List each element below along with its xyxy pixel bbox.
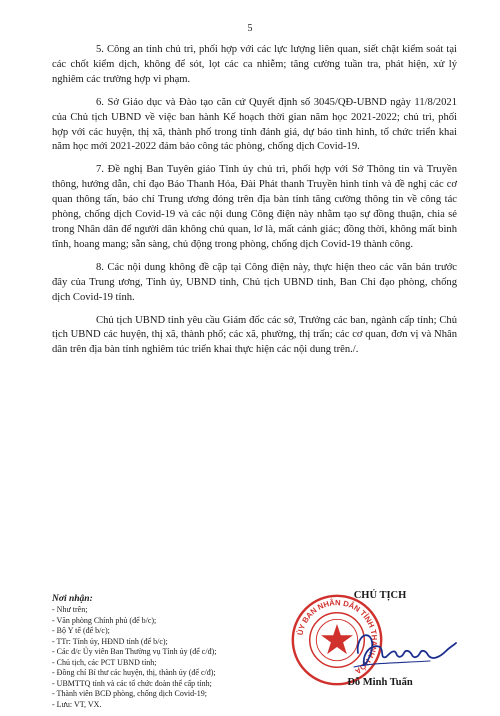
recipient-item: - Bộ Y tế (để b/c); [52, 626, 110, 635]
recipient-item: - Văn phòng Chính phủ (để b/c); [52, 615, 157, 625]
handwritten-signature [350, 623, 460, 675]
signature-block [290, 585, 470, 695]
paragraph-6: 6. Sở Giáo dục và Đào tạo căn cứ Quyết định số 3045/QĐ-UBND ngày 11/8/2021 của Chủ tịch UBND về việc ban hành Kế hoạch thời gian năm học 2021-2022; chủ trì, phối hợp với các huyện, thị xã, thành phố trong tỉnh đánh giá, dự báo tình hình, tổ chức triển khai năm học mới 2021-2022 đảm bảo công tác phòng, chống dịch Covid-19. [52, 96, 457, 153]
signer-title: CHỦ TỊCH [353, 590, 407, 601]
signer-name: Đỗ Minh Tuấn [347, 677, 413, 688]
recipients-block [52, 593, 282, 710]
paragraph-8: 8. Các nội dung không đề cập tại Công điện này, thực hiện theo các văn bản trước đây của Trung ương, Tỉnh ủy, UBND tỉnh, Chủ tịch UBND tỉnh, Ban Chỉ đạo phòng, chống dịch Covid-19 tỉnh. [52, 261, 457, 303]
recipient-item: - Đồng chí Bí thư các huyện, thị, thành ủy (để c/đ); [52, 668, 216, 677]
paragraph-5: 5. Công an tỉnh chủ trì, phối hợp với các lực lượng liên quan, siết chặt kiểm soát tại các chốt kiểm dịch, không để sót, lọt các ca nhiễm; tăng cường tuần tra, phát hiện, xử lý nghiêm các trường hợp vi phạm. [52, 44, 457, 85]
svg-text:ỦY BAN NHÂN DÂN TỈNH THANH HÓA: ỦY BAN NHÂN DÂN TỈNH THANH HÓA [295, 598, 379, 676]
recipient-item: - Các đ/c Ủy viên Ban Thường vụ Tỉnh ủy (để c/đ); [52, 647, 217, 656]
recipient-item: - UBMTTQ tỉnh và các tổ chức đoàn thể cấp tỉnh; [52, 678, 212, 688]
closing-paragraph: Chủ tịch UBND tỉnh yêu cầu Giám đốc các sở, Trưởng các ban, ngành cấp tỉnh; Chủ tịch UBND các huyện, thị xã, thành phố; các xã, phường, thị trấn; các cơ quan, đơn vị và Nhân dân trên địa bàn tỉnh nghiêm túc triển khai thực hiện các nội dung trên./. [52, 314, 457, 356]
page-number: 5 [247, 23, 253, 34]
recipients-title: Nơi nhận: [52, 594, 93, 604]
recipient-item: - Thành viên BCĐ phòng, chống dịch Covid-19; [52, 689, 207, 698]
recipient-item: - Như trên; [52, 605, 88, 614]
recipient-item: - TTr: Tỉnh ủy, HĐND tỉnh (để b/c); [52, 636, 168, 646]
recipient-item: - Chủ tịch, các PCT UBND tỉnh; [52, 657, 157, 667]
recipient-item: - Lưu: VT, VX. [52, 699, 102, 709]
paragraph-7: 7. Đề nghị Ban Tuyên giáo Tỉnh ủy chủ trì, phối hợp với Sở Thông tin và Truyền thông, hướng dẫn, chỉ đạo Báo Thanh Hóa, Đài Phát thanh Truyền hình tỉnh và đề nghị các cơ quan thông tấn, báo chí Trung ương đóng trên địa bàn tỉnh tăng cường thông tin về công tác phòng, chống dịch Covid-19 và các nội dung Công điện này nhằm tạo sự đồng thuận, chia sẻ trong Nhân dân để người dân không chủ quan, lơ là, mất cảnh giác; đồng thời, không mất bình tĩnh, hoang mang; sẵn sàng, chủ động trong phòng, chống dịch Covid-19 thành công. [52, 164, 457, 250]
document-body [52, 43, 457, 366]
